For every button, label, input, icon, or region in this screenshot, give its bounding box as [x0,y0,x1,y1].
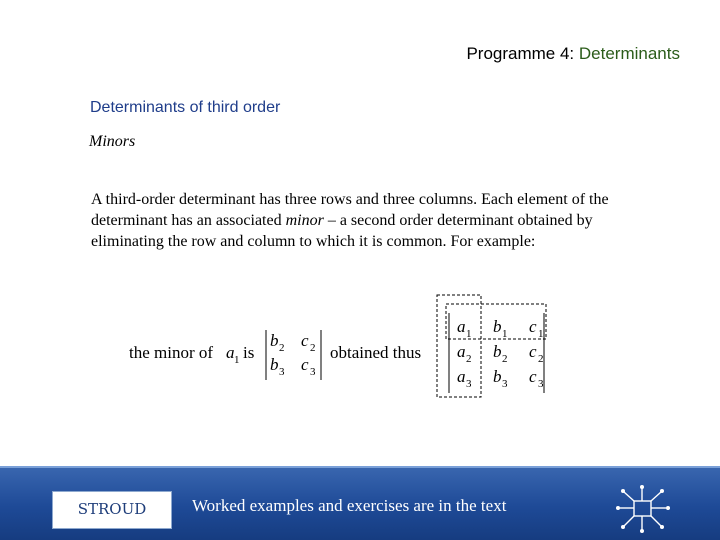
column-elimination-box [437,295,481,397]
the-minor-of-text: the minor of [129,343,214,362]
section-subtitle: Minors [89,133,136,150]
element-subscript: 1 [234,354,240,366]
footer-divider [0,466,720,468]
obtained-thus-text: obtained thus [330,343,422,362]
molecule-logo-icon [612,484,674,534]
full-cell-2-3-subscript: 2 [538,353,544,365]
full-cell-3-3-subscript: 3 [538,378,544,390]
minor-cell-1-1-subscript: 2 [279,342,285,354]
row-elimination-box [446,304,546,339]
programme-header [466,44,680,64]
full-cell-2-3-letter: c [529,342,537,361]
full-determinant [457,317,544,390]
full-cell-2-2-subscript: 2 [502,353,508,365]
full-cell-3-2-subscript: 3 [502,378,508,390]
body-text-end: – a second order determinant obtained by eliminating the row and column to which it is common. For example: [91,212,593,250]
footer-note: Worked examples and exercises are in the text [192,496,507,515]
full-cell-3-1-letter: a [457,367,466,386]
full-cell-1-2-subscript: 1 [502,328,508,340]
minor-cell-2-2-letter: c [301,355,309,374]
full-cell-1-1-letter: a [457,317,466,336]
full-cell-2-1-letter: a [457,342,466,361]
footer-band [0,466,720,540]
full-cell-1-3-letter: c [529,317,537,336]
full-cell-3-3-letter: c [529,367,537,386]
body-text-italic: minor [285,212,324,229]
element-a1 [226,343,240,366]
stroud-logo: STROUD [52,491,172,529]
programme-label: Programme 4: [466,44,575,63]
minor-cell-2-2-subscript: 3 [310,366,316,378]
full-cell-1-2-letter: b [493,317,502,336]
minor-cell-2-1-subscript: 3 [279,366,285,378]
section-title: Determinants of third order [90,99,281,116]
full-cell-3-1-subscript: 3 [466,378,472,390]
full-cell-2-1-subscript: 2 [466,353,472,365]
full-cell-1-1-subscript: 1 [466,328,472,340]
minor-cell-1-2-letter: c [301,331,309,350]
element-letter: a [226,343,235,362]
full-cell-3-2-letter: b [493,367,502,386]
full-cell-2-2-letter: b [493,342,502,361]
is-text: is [243,343,255,362]
minor-cell-1-2-subscript: 2 [310,342,316,354]
programme-topic: Determinants [578,44,680,63]
minor-cell-2-1-letter: b [270,355,279,374]
full-cell-1-3-subscript: 1 [538,328,544,340]
minor-cell-1-1-letter: b [270,331,279,350]
minor-determinant [270,331,316,378]
body-paragraph [91,189,651,252]
body-text-start: A third-order determinant has three rows and three columns. Each element of the determinant has an associated [91,191,609,229]
